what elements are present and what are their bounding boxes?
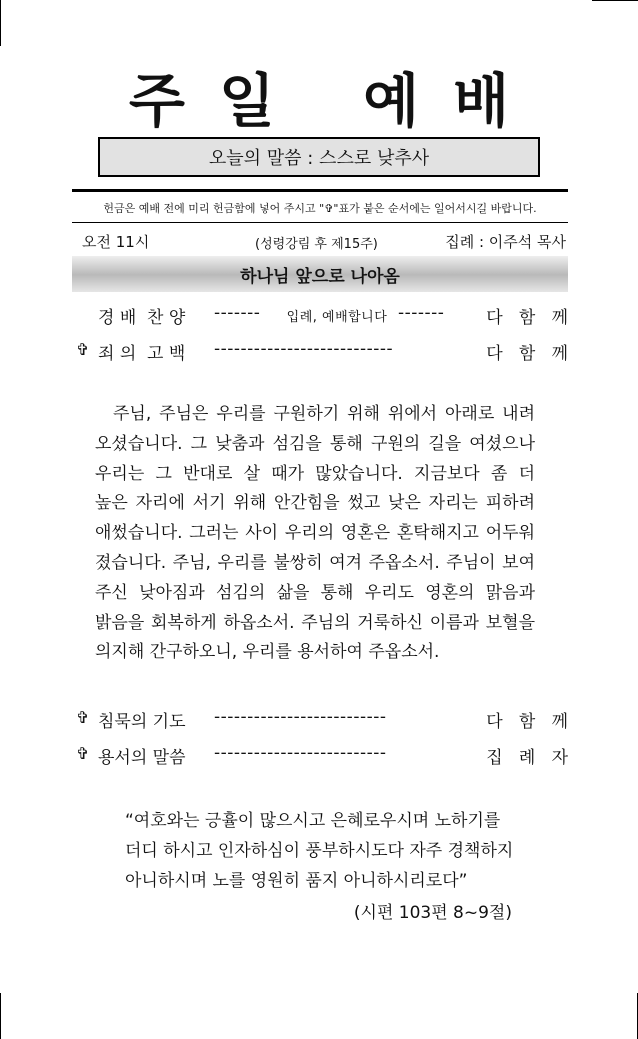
page-title: 주일 예배 xyxy=(128,67,544,135)
prayer-line: 우리는 그 반대로 살 때가 많았습니다. 지금보다 좀 더 xyxy=(95,463,535,484)
confession-prayer xyxy=(95,400,535,668)
crop-mark-top-right xyxy=(592,0,638,1)
cross-icon: ✞ xyxy=(76,744,90,763)
divider-thin xyxy=(72,222,568,223)
order-item-praise xyxy=(72,302,568,326)
order-item-name: 용서의 말씀 xyxy=(98,748,186,768)
crop-mark-bottom-left xyxy=(0,993,1,1039)
order-item-dashes: ------- xyxy=(214,303,261,323)
order-item-name: 경 배 찬 양 xyxy=(98,308,186,328)
offering-notice: 헌금은 예배 전에 미리 헌금함에 넣어 주시고 "✞"표가 붙은 순서에는 일어서시길 바랍니다. xyxy=(103,202,537,215)
service-time: 오전 11시 xyxy=(82,233,150,251)
liturgical-season: (성령강림 후 제15주) xyxy=(255,237,378,252)
sermon-title: 오늘의 말씀 : 스스로 낮추사 xyxy=(208,148,430,169)
prayer-line: 의지해 간구하오니, 우리를 용서하여 주옵소서. xyxy=(95,642,440,663)
verse-line: “여호와는 긍휼이 많으시고 은혜로우시며 노하기를 xyxy=(125,811,501,831)
order-item-leader: 다 함 께 xyxy=(486,344,568,364)
order-item-confession xyxy=(72,338,568,362)
order-item-absolution xyxy=(72,742,568,766)
order-item-dashes: --------------------------- xyxy=(214,339,394,359)
order-item-silent-prayer xyxy=(72,706,568,730)
scripture-reference: (시편 103편 8~9절) xyxy=(353,903,512,923)
presider: 집례 : 이주석 목사 xyxy=(445,233,566,251)
divider-thick xyxy=(72,189,568,192)
order-item-dashes: -------------------------- xyxy=(214,707,387,727)
order-item-name: 침묵의 기도 xyxy=(98,712,186,732)
order-item-leader: 다 함 께 xyxy=(486,308,568,328)
section-header xyxy=(72,256,568,292)
sermon-title-box xyxy=(98,137,540,177)
prayer-line: 주님, 주님은 우리를 구원하기 위해 위에서 아래로 내려 xyxy=(113,404,535,424)
verse-line: 더디 하시고 인자하심이 풍부하시도다 자주 경책하지 xyxy=(125,841,514,861)
cross-icon: ✞ xyxy=(76,708,90,727)
order-item-dashes: ------- xyxy=(398,303,445,323)
prayer-line: 애썼습니다. 그러는 사이 우리의 영혼은 혼탁해지고 어두워 xyxy=(95,523,535,544)
verse-line: 아니하시며 노를 영원히 품지 아니하시리로다” xyxy=(125,871,468,891)
order-item-name: 죄 의 고 백 xyxy=(98,344,186,364)
order-item-dashes: -------------------------- xyxy=(214,743,387,763)
order-item-leader: 집 례 자 xyxy=(486,748,568,768)
prayer-line: 주신 낮아짐과 섬김의 삶을 통해 우리도 영혼의 맑음과 xyxy=(95,582,535,603)
order-item-leader: 다 함 께 xyxy=(486,712,568,732)
order-item-note: 입례, 예배합니다 xyxy=(282,310,392,325)
prayer-line: 높은 자리에 서기 위해 안간힘을 썼고 낮은 자리는 피하려 xyxy=(95,493,535,514)
cross-icon: ✞ xyxy=(76,340,90,359)
prayer-line: 밝음을 회복하게 하옵소서. 주님의 거룩하신 이름과 보혈을 xyxy=(95,612,535,633)
crop-mark-top-left xyxy=(0,0,1,46)
prayer-line: 오셨습니다. 그 낮춤과 섬김을 통해 구원의 길을 여셨으나 xyxy=(95,433,535,454)
section-title: 하나님 앞으로 나아옴 xyxy=(240,266,400,287)
prayer-line: 졌습니다. 주님, 우리를 불쌍히 여겨 주옵소서. 주님이 보여 xyxy=(95,552,535,573)
scripture-quote xyxy=(125,806,525,896)
